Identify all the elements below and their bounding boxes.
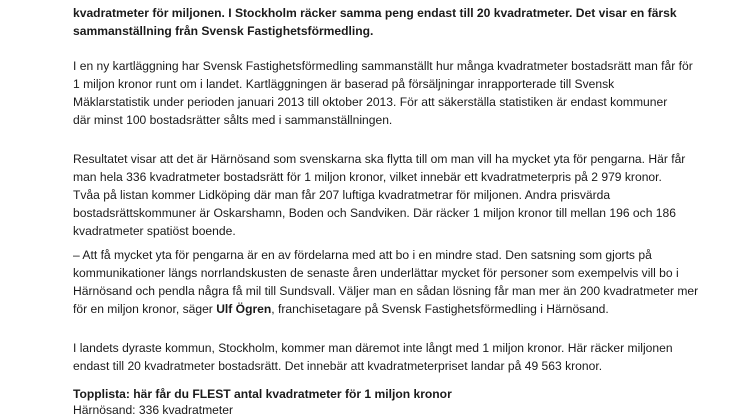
text-line: Mäklarstatistik under perioden januari 2013 till oktober 2013. För att säkerställa statistiken är endast kommuner: [73, 95, 668, 109]
body-paragraph-quote: [73, 246, 699, 318]
text-line: bostadsrättskommuner är Oskarshamn, Boden och Sandviken. Där räcker 1 miljon kronor till mellan 196 och 186: [73, 206, 676, 220]
text-line-with-speaker: [73, 300, 685, 318]
text-line: Härnösand och pendla några få mil till Sundsvall. Väljer man en sådan lösning får man mer än 200 kvadratmeter mer: [73, 284, 699, 298]
quote-attribution-before: för en miljon kronor, säger: [73, 302, 217, 316]
lead-line: sammanställning från Svensk Fastighetsförmedling.: [73, 24, 374, 38]
text-line: där minst 100 bostadsrätter sålts med i sammanställningen.: [73, 113, 393, 127]
lead-line: kvadratmeter för miljonen. I Stockholm räcker samma peng endast till 20 kvadratmeter. Det visar en färsk: [73, 6, 677, 20]
text-line: 1 miljon kronor runt om i landet. Kartläggningen är baserad på försäljningar inrapporterade till Svensk: [73, 77, 615, 91]
body-paragraph-survey: [73, 57, 693, 129]
toplist-heading: Topplista: här får du FLEST antal kvadratmeter för 1 miljon kronor: [73, 387, 452, 401]
text-line: I landets dyraste kommun, Stockholm, kommer man däremot inte långt med 1 miljon kronor. Här räcker miljonen: [73, 341, 673, 355]
text-line: endast till 20 kvadratmeter bostadsrätt. Det innebär att kvadratmeterpriset landar på 49 563 kronor.: [73, 359, 603, 373]
text-line: kommunikationer längs norrlandskusten de senaste åren underlättar mycket för personer som exempelvis vill bo i: [73, 266, 679, 280]
text-line: I en ny kartläggning har Svensk Fastighetsförmedling sammanställt hur många kvadratmeter bostadsrätt man får för: [73, 59, 693, 73]
speaker-name: Ulf Ögren: [216, 302, 272, 316]
text-line: kvadratmeter spatiöst boende.: [73, 224, 236, 238]
text-line: Resultatet visar att det är Härnösand som svenskarna ska flytta till om man vill ha mycket yta för pengarna. Här får: [73, 152, 686, 166]
toplist-item: Härnösand: 336 kvadratmeter: [73, 403, 233, 417]
body-paragraph-results: [73, 150, 685, 240]
text-line: – Att få mycket yta för pengarna är en av fördelarna med att bo i en mindre stad. Den satsning som gjorts på: [73, 248, 652, 262]
quote-attribution-after: , franchisetagare på Svensk Fastighetsförmedling i Härnösand.: [271, 302, 609, 316]
body-paragraph-stockholm: [73, 339, 685, 375]
text-line: man hela 336 kvadratmeter bostadsrätt för 1 miljon kronor, vilket innebär ett kvadratmeterpris på 2 979 kronor.: [73, 170, 662, 184]
lead-paragraph: [73, 4, 685, 40]
text-line: Tvåa på listan kommer Lidköping där man får 207 luftiga kvadratmetrar för miljonen. Andra prisvärda: [73, 188, 611, 202]
